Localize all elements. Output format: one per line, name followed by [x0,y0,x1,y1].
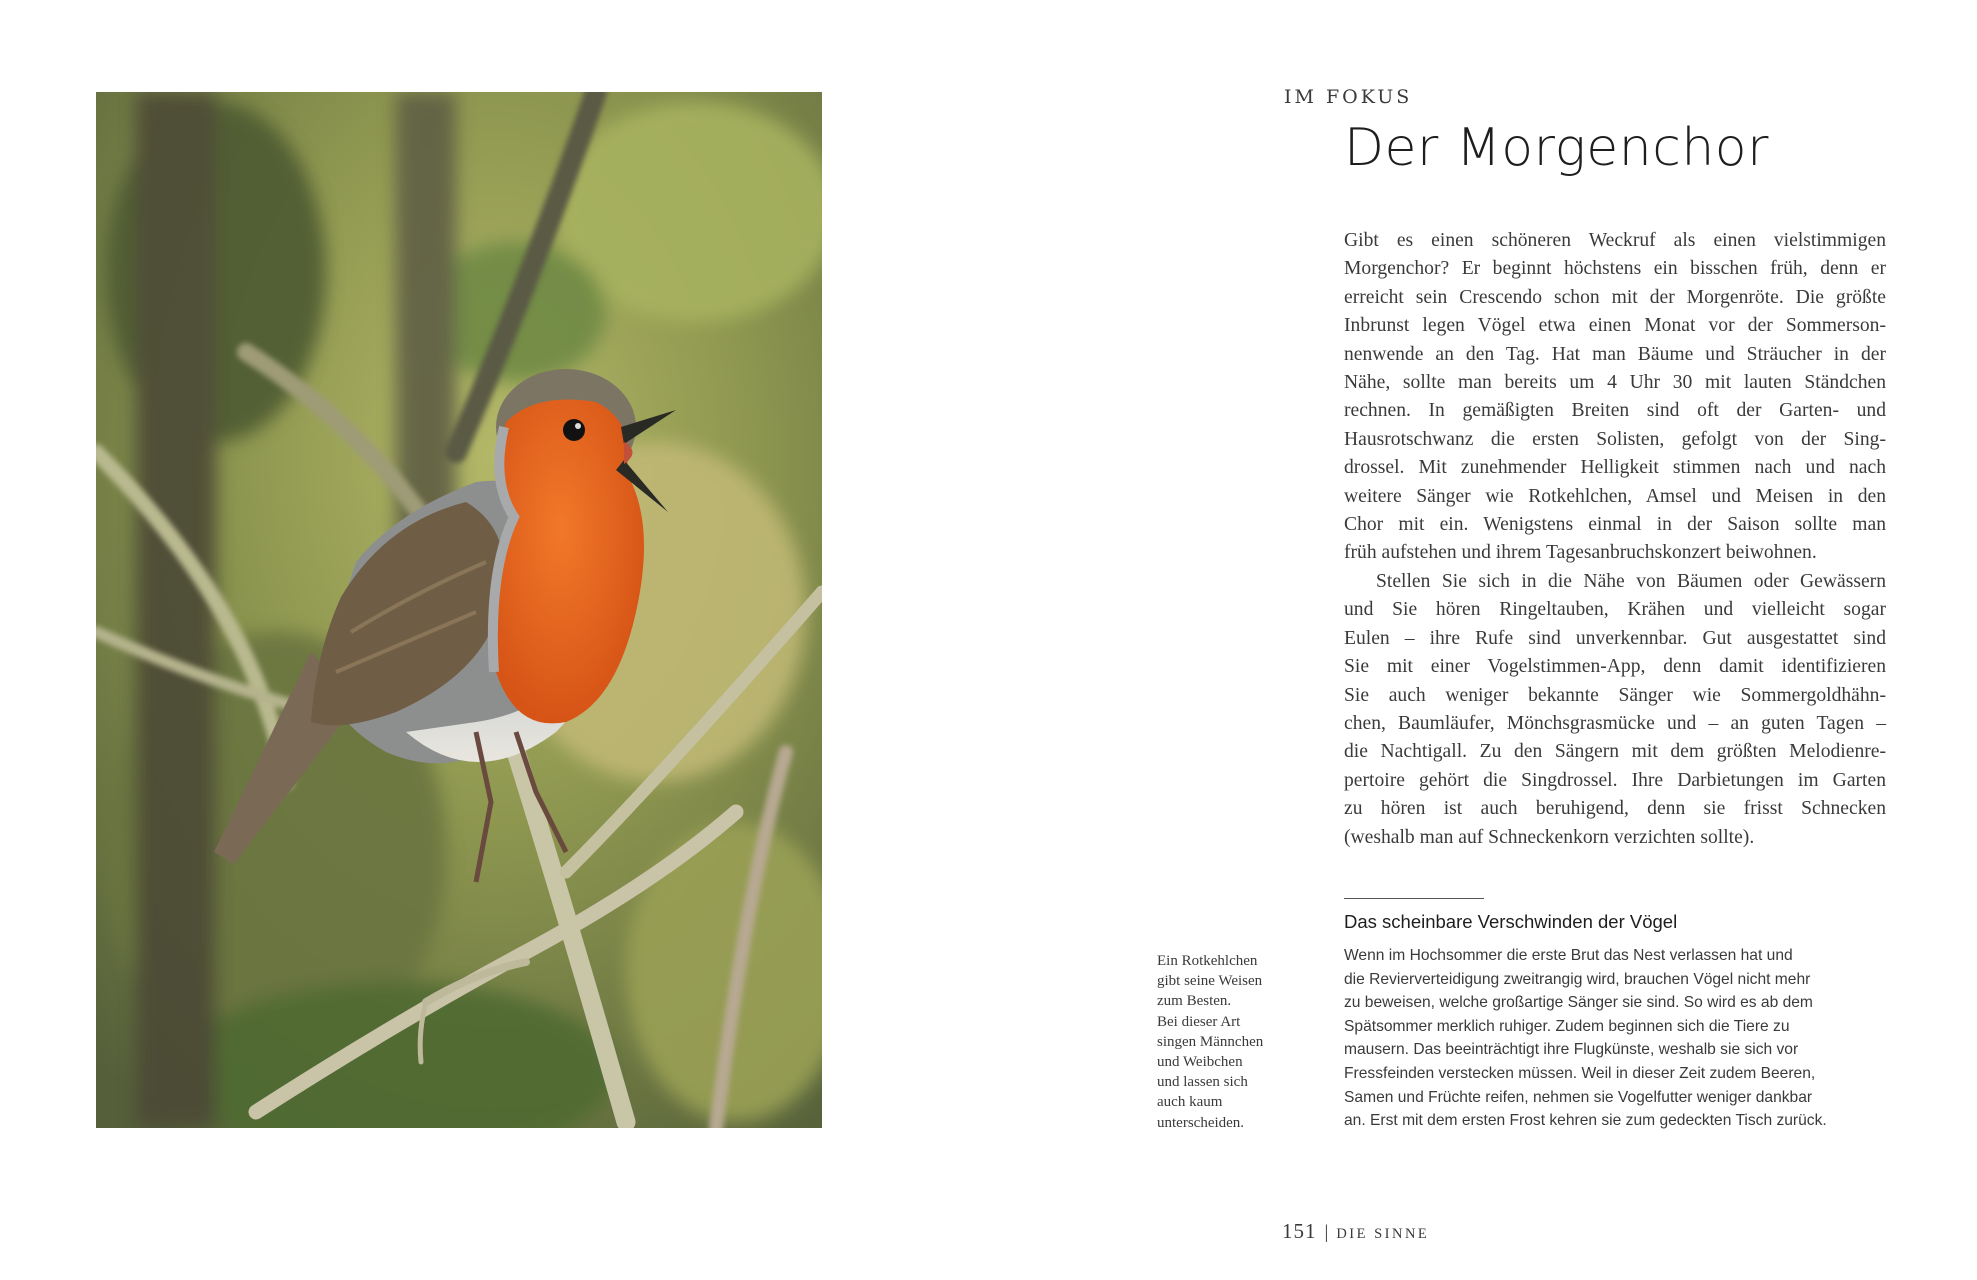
body-text [1344,227,1886,852]
body-line: früh aufstehen und ihrem Tagesanbruchskonzert beiwohnen. [1344,542,1817,564]
robin-photo [96,92,822,1128]
body-line: Morgenchor? Er beginnt höchstens ein bisschen früh, denn er [1344,258,1886,280]
sidebar-divider [1344,898,1484,899]
sidebar-line: Samen und Früchte reifen, nehmen sie Vogelfutter weniger dankbar [1344,1088,1813,1106]
footer-separator: | [1324,1222,1329,1243]
body-line: (weshalb man auf Schneckenkorn verzichten sollte). [1344,826,1755,848]
sidebar-heading: Das scheinbare Verschwinden der Vögel [1344,911,1678,932]
caption-line: und Weibchen [1157,1054,1243,1071]
section-kicker: IM FOKUS [1284,86,1413,108]
sidebar-line: die Revierverteidigung zweitrangig wird, brauchen Vögel nicht mehr [1344,970,1811,988]
sidebar-line: Wenn im Hochsommer die erste Brut das Nest verlassen hat und [1344,947,1793,964]
body-line: nenwende an den Tag. Hat man Bäume und Sträucher in der [1344,343,1886,365]
body-line: erreicht sein Crescendo schon mit der Morgenröte. Die größte [1344,286,1886,308]
body-line: die Nachtigall. Zu den Sängern mit dem größten Melodienre- [1344,741,1886,763]
body-line: chen, Baumläufer, Mönchsgrasmücke und – an guten Tagen – [1344,712,1886,734]
body-line: Chor mit ein. Wenigstens einmal in der Saison sollte man [1344,514,1886,536]
body-line: Sie mit einer Vogelstimmen-App, denn damit identifizieren [1344,656,1886,678]
body-line: pertoire gehört die Singdrossel. Ihre Darbietungen im Garten [1344,769,1886,791]
caption-line: Ein Rotkehlchen [1157,953,1258,969]
caption-line: zum Besten. [1157,993,1232,1010]
photo-caption [1157,951,1307,1133]
caption-line: singen Männchen [1157,1033,1264,1050]
body-line: zu hören ist auch beruhigend, denn sie frisst Schnecken [1344,798,1886,820]
page-number: 151 [1282,1219,1317,1243]
body-line: Eulen – ihre Rufe sind unverkennbar. Gut ausgestattet sind [1344,627,1886,649]
section-name: DIE SINNE [1336,1226,1430,1242]
body-line: weitere Sänger wie Rotkehlchen, Amsel und Meisen in den [1344,485,1886,507]
caption-line: Bei dieser Art [1157,1013,1241,1030]
caption-line: auch kaum [1157,1094,1223,1111]
caption-line: gibt seine Weisen [1157,973,1263,990]
body-line: Gibt es einen schöneren Weckruf als einen vielstimmigen [1344,230,1886,251]
body-line: Stellen Sie sich in die Nähe von Bäumen oder Gewässern [1376,570,1886,592]
body-line: rechnen. In gemäßigten Breiten sind oft der Garten- und [1344,400,1886,422]
sidebar-line: zu beweisen, welche großartige Sänger sie sind. So wird es ab dem [1344,994,1813,1012]
caption-line: unterscheiden. [1157,1114,1245,1131]
sidebar-line: Fressfeinden verstecken müssen. Weil in dieser Zeit zudem Beeren, [1344,1064,1816,1082]
body-line: Hausrotschwanz die ersten Solisten, gefolgt von der Sing- [1344,428,1886,450]
sidebar-line: Spätsommer merklich ruhiger. Zudem beginnen sich die Tiere zu [1344,1017,1790,1035]
body-line: Nähe, sollte man bereits um 4 Uhr 30 mit lauten Ständchen [1344,372,1886,394]
body-line: und Sie hören Ringeltauben, Krähen und vielleicht sogar [1344,599,1886,621]
caption-line: und lassen sich [1157,1074,1248,1091]
body-line: drossel. Mit zunehmender Helligkeit stimmen nach und nach [1344,457,1886,479]
body-line: Sie auch weniger bekannte Sänger wie Sommergoldhähn- [1344,684,1886,706]
body-line: Inbrunst legen Vögel etwa einen Monat vor der Sommerson- [1344,315,1886,337]
sidebar-line: an. Erst mit dem ersten Frost kehren sie zum gedeckten Tisch zurück. [1344,1112,1827,1130]
sidebar-line: mausern. Das beeinträchtigt ihre Flugkünste, weshalb sie sich vor [1344,1041,1799,1059]
page-footer [1282,1219,1429,1244]
sidebar-text [1344,944,1879,1133]
page-title: Der Morgenchor [1344,118,1769,178]
robin-illustration [96,92,822,1128]
